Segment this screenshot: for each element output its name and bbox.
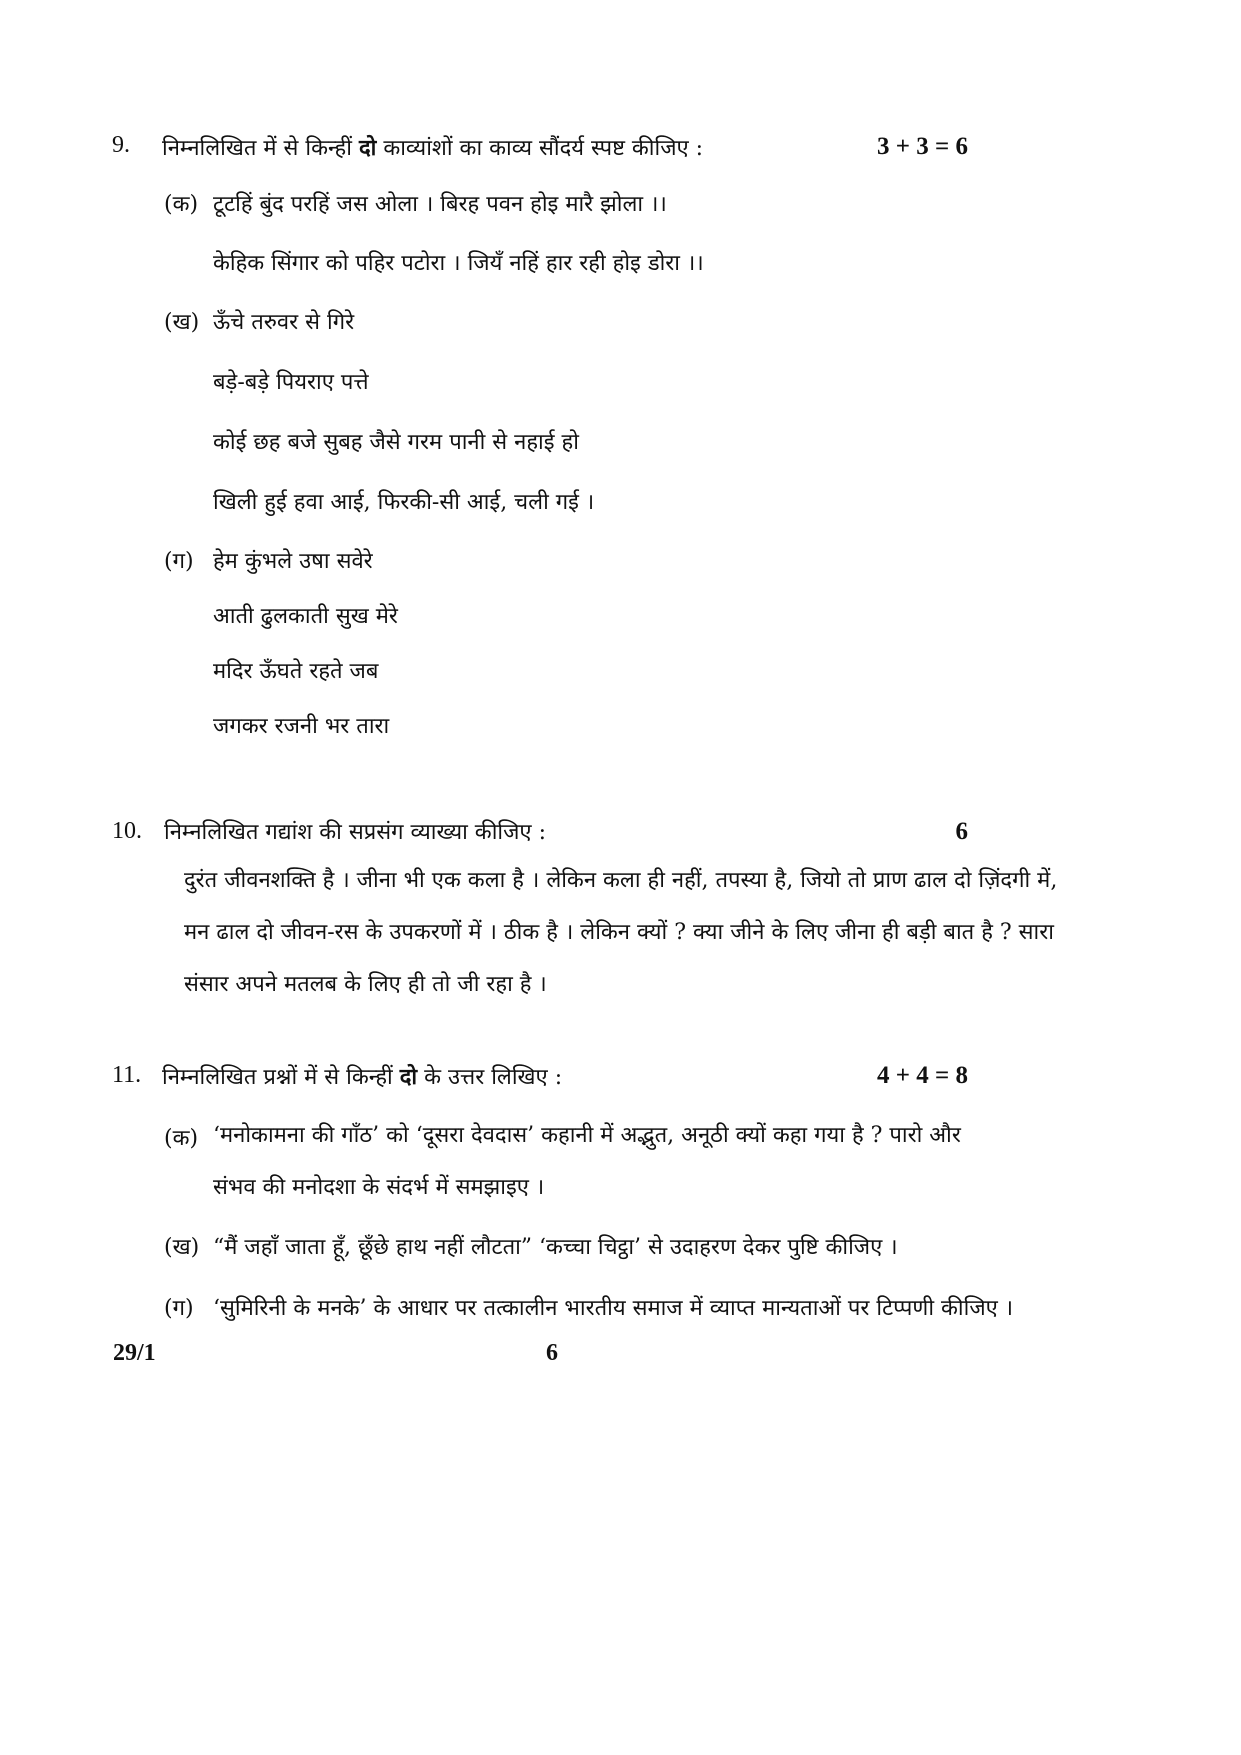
q9-option-kha-line-4: खिली हुई हवा आई, फिरकी-सी आई, चली गई । <box>213 490 595 515</box>
q11-text-suffix: के उत्तर लिखिए : <box>417 1065 563 1090</box>
q9-option-label-ga: (ग) <box>164 549 194 574</box>
q9-option-ga-line-3: मदिर ऊँघते रहते जब <box>213 659 379 684</box>
q11-option-kha-text: “मैं जहाँ जाता हूँ, छूँछे हाथ नहीं लौटता” ‘कच्चा चिट्ठा’ से उदाहरण देकर पुष्टि कीजिए । <box>213 1235 898 1260</box>
q9-text-prefix: निम्नलिखित में से किन्हीं <box>162 136 359 161</box>
q11-option-label-ga: (ग) <box>164 1296 194 1321</box>
q11-text-emph: दो <box>399 1064 418 1090</box>
q9-option-ga-line-4: जगकर रजनी भर तारा <box>213 714 390 739</box>
q11-text-prefix: निम्नलिखित प्रश्नों में से किन्हीं <box>162 1065 400 1090</box>
q9-option-kha-line-1: ऊँचे तरुवर से गिरे <box>213 310 355 335</box>
q9-option-ka-line-1: टूटहिं बुंद परहिं जस ओला । बिरह पवन होइ मारै झोला ।। <box>213 192 667 217</box>
q10-text: निम्नलिखित गद्यांश की सप्रसंग व्याख्या कीजिए : <box>164 820 546 845</box>
q11-number: 11. <box>112 1062 142 1088</box>
q11-option-ga-text: ‘सुमिरिनी के मनके’ के आधार पर तत्कालीन भारतीय समाज में व्याप्त मान्यताओं पर टिप्पणी कीजिए । <box>213 1296 1014 1321</box>
q9-option-kha-line-2: बड़े-बड़े पियराए पत्ते <box>213 370 369 395</box>
q11-option-label-ka: (क) <box>164 1126 199 1151</box>
q11-text <box>162 1061 562 1091</box>
q9-option-ga-line-1: हेम कुंभले उषा सवेरे <box>213 549 373 574</box>
q10-passage: दुरंत जीवनशक्ति है । जीना भी एक कला है । लेकिन कला ही नहीं, तपस्या है, जियो तो प्राण ढाल दो ज़िंदगी में, मन ढाल दो जीवन-रस के उपकरणों में । ठीक है । लेकिन क्यों ? क्या जीने के लिए जीना ही बड़ी बात है ? सारा संसार अपने मतलब के लिए ही तो जी रहा है । <box>184 868 1058 997</box>
q9-text-emph: दो <box>358 135 377 161</box>
q9-option-kha-line-3: कोई छह बजे सुबह जैसे गरम पानी से नहाई हो <box>213 430 579 455</box>
q11-option-ka-text: ‘मनोकामना की गाँठ’ को ‘दूसरा देवदास’ कहानी में अद्भुत, अनूठी क्यों कहा गया है ? पारो और संभव की मनोदशा के संदर्भ में समझाइए । <box>213 1123 961 1200</box>
q9-option-label-kha: (ख) <box>164 310 200 335</box>
q11-option-label-kha: (ख) <box>164 1235 200 1260</box>
q9-marks: 3 + 3 = 6 <box>877 133 968 160</box>
q9-number: 9. <box>112 132 130 158</box>
page-number: 6 <box>546 1340 558 1366</box>
q10-marks: 6 <box>955 818 968 845</box>
q9-text-suffix: काव्यांशों का काव्य सौंदर्य स्पष्ट कीजिए : <box>376 136 704 161</box>
q9-option-ga-line-2: आती ढुलकाती सुख मेरे <box>213 604 398 629</box>
q9-text <box>162 132 703 162</box>
q9-option-label-ka: (क) <box>164 192 199 217</box>
q9-option-ka-line-2: केहिक सिंगार को पहिर पटोरा । जियँ नहिं हार रही होइ डोरा ।। <box>213 251 704 276</box>
q11-marks: 4 + 4 = 8 <box>877 1062 968 1089</box>
paper-code: 29/1 <box>113 1340 156 1366</box>
q10-number: 10. <box>112 818 142 844</box>
